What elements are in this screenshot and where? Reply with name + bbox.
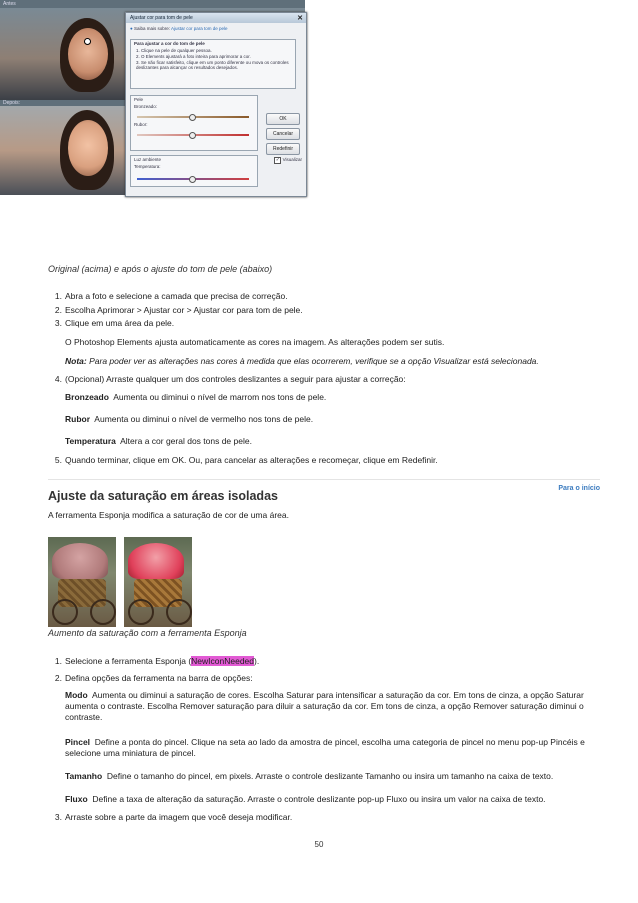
definition-desc-line2: selecione uma miniatura de pincel.: [65, 748, 196, 758]
step-text: (Opcional) Arraste qualquer um dos controles deslizantes a seguir para ajustar a correção:: [65, 374, 406, 384]
section-divider: [48, 479, 600, 480]
page-number: 50: [314, 840, 324, 849]
definition-item: [65, 436, 252, 447]
definition-desc-line3: contraste.: [65, 712, 103, 722]
dialog-title: Ajustar cor para tom de pele: [130, 15, 193, 21]
step-number: 2.: [54, 673, 62, 683]
section-title: Ajuste da saturação em áreas isoladas: [48, 489, 278, 503]
step-number: 5.: [54, 455, 62, 465]
step-number: 3.: [54, 812, 62, 822]
list-item: [48, 291, 608, 305]
list-item: [48, 305, 608, 318]
list-item: [48, 374, 608, 386]
definition-item: [65, 392, 326, 403]
note-text: Para poder ver as alterações nas cores à medida que elas ocorrerem, verifique se a opção Visualizar está selecionada.: [89, 356, 539, 366]
definition-term: Fluxo: [65, 794, 88, 804]
section-intro: A ferramenta Esponja modifica a saturação de cor de uma área.: [48, 510, 289, 520]
definition-item: [65, 771, 601, 782]
preview-checkbox[interactable]: [274, 157, 302, 164]
temperature-slider-knob[interactable]: [189, 176, 196, 183]
step-text: Arraste sobre a parte da imagem que você deseja modificar.: [65, 812, 293, 822]
definition-desc: Altera a cor geral dos tons de pele.: [120, 436, 252, 446]
definition-item: [65, 794, 601, 805]
step-number: 4.: [54, 374, 62, 384]
tan-slider[interactable]: [137, 116, 249, 118]
definition-desc: Aumenta ou diminui o nível de vermelho nos tons de pele.: [94, 414, 314, 424]
sponge-after-photo: [124, 537, 192, 627]
step-text: Defina opções da ferramenta na barra de opções:: [65, 673, 253, 683]
after-label: Depois:: [3, 100, 20, 106]
skin-tone-figure: [0, 0, 305, 195]
ok-button[interactable]: OK: [266, 113, 300, 125]
definition-desc: Aumenta ou diminui o nível de marrom nos tons de pele.: [113, 392, 327, 402]
figure-caption-2: Aumento da saturação com a ferramenta Esponja: [48, 628, 247, 638]
tan-slider-knob[interactable]: [189, 114, 196, 121]
eyedropper-cursor-icon: [84, 38, 91, 45]
definition-term: Rubor: [65, 414, 91, 424]
instruction-1: 1. Clique na pele de qualquer pessoa.: [136, 48, 212, 53]
step-number: 1.: [54, 656, 62, 666]
step-text: Abra a foto e selecione a camada que precisa de correção.: [65, 291, 288, 301]
figure-caption-1: Original (acima) e após o ajuste do tom de pele (abaixo): [48, 264, 273, 274]
before-label: Antes: [3, 1, 16, 7]
definition-term: Modo: [65, 690, 88, 700]
help-icon: ●: [130, 26, 133, 31]
definition-desc: Define a taxa de alteração da saturação. Arraste o controle deslizante pop-up Fluxo ou insira um valor na caixa de texto.: [92, 794, 546, 804]
definition-desc: Define o tamanho do pincel, em pixels. Arraste o controle deslizante Tamanho ou insira um tamanho na caixa de texto.: [106, 771, 554, 781]
dialog-title-bar: [126, 13, 305, 23]
blush-label: Rubor:: [134, 122, 148, 127]
close-icon[interactable]: ✕: [297, 15, 303, 22]
skin-group: [130, 95, 258, 151]
learn-more-link[interactable]: Ajustar cor para tom de pele: [171, 26, 228, 31]
cancel-button[interactable]: Cancelar: [266, 128, 300, 140]
ambient-group-title: Luz ambiente: [134, 157, 162, 162]
step-number: 3.: [54, 318, 62, 328]
definition-term: Temperatura: [65, 436, 116, 446]
step-text: Quando terminar, clique em OK. Ou, para cancelar as alterações e recomeçar, clique em Redefinir.: [65, 455, 438, 465]
note: [65, 356, 539, 366]
step-number: 2.: [54, 305, 62, 315]
definition-item: [65, 737, 601, 759]
step-text-pre: Selecione a ferramenta Esponja (: [65, 656, 192, 666]
skin-tone-dialog: [125, 12, 305, 195]
checkbox-checked-icon[interactable]: ✓: [275, 157, 280, 163]
missing-icon-placeholder: NewIconNeeded: [191, 656, 255, 666]
blush-slider-knob[interactable]: [189, 132, 196, 139]
definition-item: [65, 690, 601, 723]
step-text: Escolha Aprimorar > Ajustar cor > Ajustar cor para tom de pele.: [65, 305, 303, 315]
preview-label: Visualizar: [282, 157, 302, 162]
step-text: Clique em uma área da pele.: [65, 318, 175, 328]
instructions-group-title: Para ajustar a cor do tom de pele: [134, 41, 205, 46]
step3-detail: O Photoshop Elements ajusta automaticamente as cores na imagem. As alterações podem ser sutis.: [65, 337, 445, 347]
definition-desc-line2: aumenta o contraste. Escolha Remover saturação para diluir a saturação da cor. Em tons de cinza, a opção Remover saturação diminui o: [65, 701, 584, 711]
list-item: [48, 673, 608, 685]
temperature-slider[interactable]: [137, 178, 249, 180]
list-item: [48, 656, 608, 668]
step-number: 1.: [54, 291, 62, 301]
tan-label: Bronzeado:: [134, 104, 158, 109]
reset-button[interactable]: Redefinir: [266, 143, 300, 155]
step-text-post: ).: [254, 656, 260, 666]
instructions-group: [130, 39, 296, 89]
list-item: [48, 455, 608, 467]
step-text: [65, 656, 259, 667]
list-item: [48, 318, 608, 332]
definition-term: Pincel: [65, 737, 91, 747]
temperature-label: Temperatura:: [134, 164, 161, 169]
back-to-top-link[interactable]: Para o início: [558, 485, 600, 492]
definition-item: [65, 414, 313, 425]
steps-list-1: [48, 291, 608, 332]
definition-desc: Aumenta ou diminui a saturação de cores. Escolha Saturar para intensificar a saturação da cor. Em tons de cinza, a opção Saturar: [91, 690, 584, 700]
learn-more-prefix: Saiba mais sobre:: [133, 26, 171, 31]
note-label: Nota:: [65, 356, 87, 366]
sponge-before-photo: [48, 537, 116, 627]
instruction-3: 3. Se não ficar satisfeito, clique em um ponto diferente ou mova os controles deslizantes para alcançar os resultados desejados.: [136, 60, 289, 70]
definition-term: Tamanho: [65, 771, 103, 781]
instruction-2: 2. O Elements ajustará a foto inteira para aprimorar a cor.: [136, 54, 251, 59]
definition-term: Bronzeado: [65, 392, 109, 402]
blush-slider[interactable]: [137, 134, 249, 136]
definition-desc: Define a ponta do pincel. Clique na seta ao lado da amostra de pincel, escolha uma categoria de pincel no menu pop-up Pincéis e: [94, 737, 585, 747]
learn-more: [130, 26, 228, 32]
ambient-group: [130, 155, 258, 187]
skin-group-title: Pele: [134, 97, 144, 102]
list-item: [48, 812, 608, 824]
